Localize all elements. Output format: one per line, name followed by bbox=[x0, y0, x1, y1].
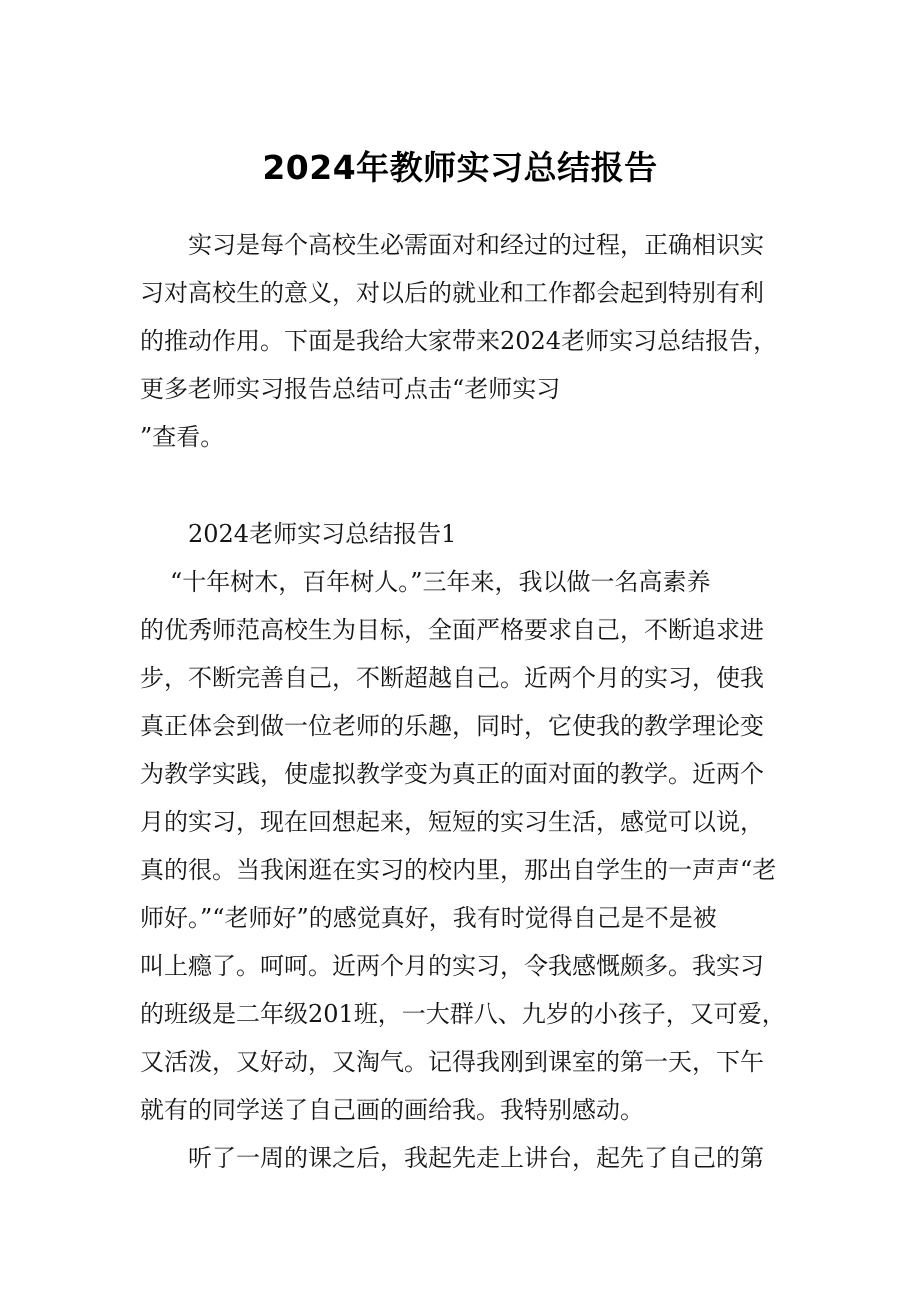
section-heading: 2024老师实习总结报告1 bbox=[188, 520, 457, 548]
intro-line: 习对高校生的意义，对以后的就业和工作都会起到特别有利 bbox=[140, 279, 764, 307]
paragraph-line: 的优秀师范高校生为目标，全面严格要求自己，不断追求进 bbox=[140, 616, 764, 644]
paragraph-line: 又活泼，又好动，又淘气。记得我刚到课室的第一天，下午 bbox=[140, 1048, 764, 1076]
paragraph-line: 为教学实践，使虚拟教学变为真正的面对面的教学。近两个 bbox=[140, 760, 764, 788]
paragraph-line: 步，不断完善自己，不断超越自己。近两个月的实习，使我 bbox=[140, 664, 764, 692]
paragraph-line: 月的实习，现在回想起来，短短的实习生活，感觉可以说， bbox=[140, 808, 764, 836]
paragraph-line: 真正体会到做一位老师的乐趣，同时，它使我的教学理论变 bbox=[140, 712, 764, 740]
intro-line: 的推动作用。下面是我给大家带来2024老师实习总结报告， bbox=[140, 327, 778, 355]
intro-line: 更多老师实习报告总结可点击“老师实习 bbox=[140, 375, 561, 403]
paragraph-line: “十年树木，百年树人。”三年来，我以做一名高素养 bbox=[170, 568, 711, 596]
paragraph-line: 叫上瘾了。呵呵。近两个月的实习，令我感慨颇多。我实习 bbox=[140, 952, 764, 980]
document-title: 2024年教师实习总结报告 bbox=[262, 148, 658, 187]
paragraph-line: 师好。”“老师好”的感觉真好，我有时觉得自己是不是被 bbox=[140, 904, 717, 932]
paragraph-line: 真的很。当我闲逛在实习的校内里，那出自学生的一声声“老 bbox=[140, 856, 777, 884]
paragraph-line: 听了一周的课之后，我起先走上讲台，起先了自己的第 bbox=[188, 1144, 764, 1172]
intro-line: 实习是每个高校生必需面对和经过的过程，正确相识实 bbox=[188, 231, 764, 259]
paragraph-line: 就有的同学送了自己画的画给我。我特别感动。 bbox=[140, 1096, 644, 1124]
intro-line: ”查看。 bbox=[140, 423, 225, 451]
paragraph-line: 的班级是二年级201班，一大群八、九岁的小孩子，又可爱， bbox=[140, 1000, 786, 1028]
